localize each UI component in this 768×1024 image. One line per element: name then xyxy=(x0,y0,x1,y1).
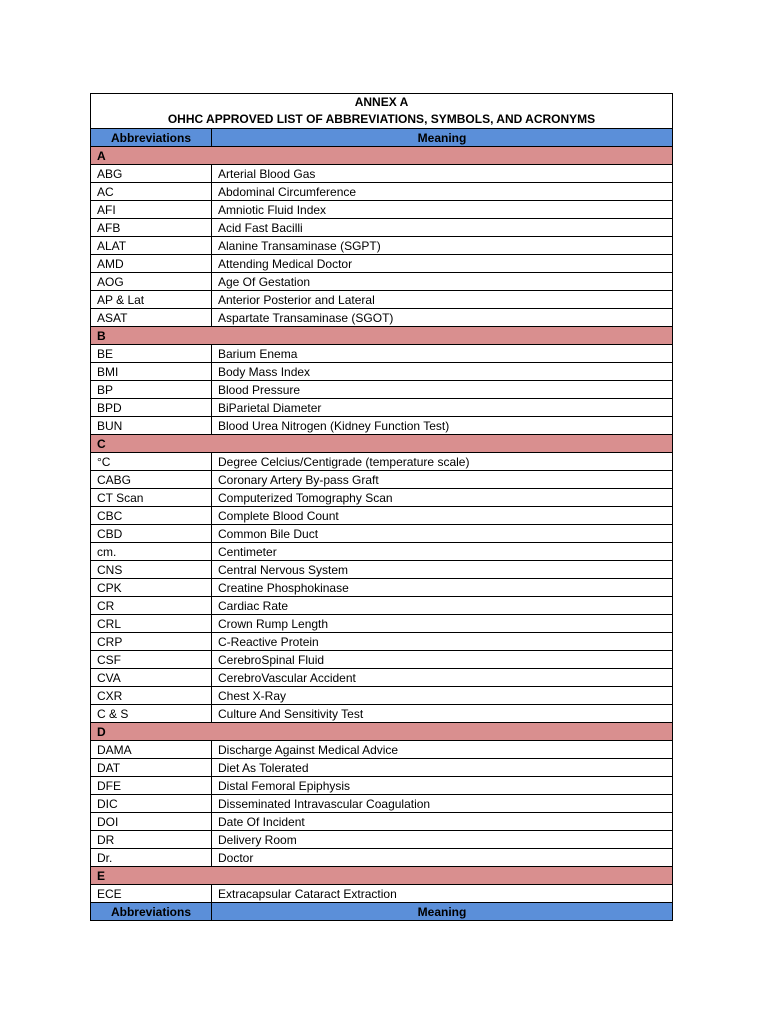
abbreviation-cell: BE xyxy=(91,345,212,363)
meaning-cell: CerebroSpinal Fluid xyxy=(212,651,673,669)
meaning-cell: Distal Femoral Epiphysis xyxy=(212,777,673,795)
table-row xyxy=(91,291,673,309)
table-row xyxy=(91,273,673,291)
section-letter-row xyxy=(91,723,673,741)
section-letter: D xyxy=(91,723,673,741)
abbreviation-cell: BMI xyxy=(91,363,212,381)
abbreviations-table xyxy=(90,93,673,921)
title-row xyxy=(91,94,673,129)
abbreviation-cell: CPK xyxy=(91,579,212,597)
title-line-list: OHHC APPROVED LIST OF ABBREVIATIONS, SYMBOLS, AND ACRONYMS xyxy=(167,112,596,126)
abbreviation-cell: AC xyxy=(91,183,212,201)
abbreviation-cell: ASAT xyxy=(91,309,212,327)
table-row xyxy=(91,165,673,183)
abbreviation-cell: DFE xyxy=(91,777,212,795)
abbreviation-cell: AOG xyxy=(91,273,212,291)
table-row xyxy=(91,363,673,381)
table-row xyxy=(91,795,673,813)
footer-header-abbreviations: Abbreviations xyxy=(91,903,212,921)
table-row xyxy=(91,615,673,633)
title-line-annex: ANNEX A xyxy=(354,95,409,109)
abbreviation-cell: ECE xyxy=(91,885,212,903)
meaning-cell: Body Mass Index xyxy=(212,363,673,381)
meaning-cell: Age Of Gestation xyxy=(212,273,673,291)
meaning-cell: Computerized Tomography Scan xyxy=(212,489,673,507)
meaning-cell: Barium Enema xyxy=(212,345,673,363)
meaning-cell: Cardiac Rate xyxy=(212,597,673,615)
meaning-cell: Arterial Blood Gas xyxy=(212,165,673,183)
meaning-cell: Anterior Posterior and Lateral xyxy=(212,291,673,309)
meaning-cell: Central Nervous System xyxy=(212,561,673,579)
meaning-cell: C-Reactive Protein xyxy=(212,633,673,651)
meaning-cell: Common Bile Duct xyxy=(212,525,673,543)
table-row xyxy=(91,813,673,831)
abbreviation-cell: C & S xyxy=(91,705,212,723)
abbreviation-cell: DR xyxy=(91,831,212,849)
section-letter-row xyxy=(91,435,673,453)
table-row xyxy=(91,705,673,723)
table-row xyxy=(91,471,673,489)
meaning-cell: Date Of Incident xyxy=(212,813,673,831)
section-letter-row xyxy=(91,327,673,345)
table-row xyxy=(91,525,673,543)
meaning-cell: Doctor xyxy=(212,849,673,867)
section-letter: A xyxy=(91,147,673,165)
abbreviation-cell: cm. xyxy=(91,543,212,561)
table-row xyxy=(91,849,673,867)
table-row xyxy=(91,219,673,237)
table-row xyxy=(91,741,673,759)
abbreviation-cell: DAT xyxy=(91,759,212,777)
meaning-cell: Aspartate Transaminase (SGOT) xyxy=(212,309,673,327)
meaning-cell: Crown Rump Length xyxy=(212,615,673,633)
abbreviation-cell: BP xyxy=(91,381,212,399)
table-row xyxy=(91,669,673,687)
meaning-cell: Abdominal Circumference xyxy=(212,183,673,201)
section-letter: B xyxy=(91,327,673,345)
table-row xyxy=(91,759,673,777)
abbreviation-cell: BPD xyxy=(91,399,212,417)
meaning-cell: Blood Urea Nitrogen (Kidney Function Test) xyxy=(212,417,673,435)
meaning-cell: Discharge Against Medical Advice xyxy=(212,741,673,759)
table-row xyxy=(91,633,673,651)
section-letter: C xyxy=(91,435,673,453)
table-row xyxy=(91,831,673,849)
abbreviation-cell: ALAT xyxy=(91,237,212,255)
document-title xyxy=(91,94,673,129)
table-row xyxy=(91,561,673,579)
table-row xyxy=(91,507,673,525)
footer-header-row xyxy=(91,903,673,921)
table-row xyxy=(91,543,673,561)
table-row xyxy=(91,255,673,273)
meaning-cell: Disseminated Intravascular Coagulation xyxy=(212,795,673,813)
abbreviation-cell: AMD xyxy=(91,255,212,273)
abbreviation-cell: CR xyxy=(91,597,212,615)
abbreviation-cell: CT Scan xyxy=(91,489,212,507)
abbreviation-cell: °C xyxy=(91,453,212,471)
abbreviation-cell: DAMA xyxy=(91,741,212,759)
column-header-abbreviations: Abbreviations xyxy=(91,129,212,147)
meaning-cell: Extracapsular Cataract Extraction xyxy=(212,885,673,903)
meaning-cell: Centimeter xyxy=(212,543,673,561)
column-header-row xyxy=(91,129,673,147)
meaning-cell: Diet As Tolerated xyxy=(212,759,673,777)
abbreviation-cell: AFI xyxy=(91,201,212,219)
abbreviation-cell: CSF xyxy=(91,651,212,669)
abbreviations-table-body xyxy=(91,94,673,921)
abbreviation-cell: ABG xyxy=(91,165,212,183)
abbreviation-cell: CABG xyxy=(91,471,212,489)
meaning-cell: Acid Fast Bacilli xyxy=(212,219,673,237)
abbreviation-cell: BUN xyxy=(91,417,212,435)
meaning-cell: Amniotic Fluid Index xyxy=(212,201,673,219)
table-row xyxy=(91,237,673,255)
section-letter: E xyxy=(91,867,673,885)
abbreviation-cell: AFB xyxy=(91,219,212,237)
section-letter-row xyxy=(91,867,673,885)
column-header-meaning: Meaning xyxy=(212,129,673,147)
table-row xyxy=(91,777,673,795)
table-row xyxy=(91,885,673,903)
abbreviation-cell: AP & Lat xyxy=(91,291,212,309)
table-row xyxy=(91,399,673,417)
meaning-cell: CerebroVascular Accident xyxy=(212,669,673,687)
abbreviation-cell: CBC xyxy=(91,507,212,525)
table-row xyxy=(91,597,673,615)
meaning-cell: Attending Medical Doctor xyxy=(212,255,673,273)
abbreviation-cell: CRL xyxy=(91,615,212,633)
abbreviation-cell: DOI xyxy=(91,813,212,831)
table-row xyxy=(91,687,673,705)
table-row xyxy=(91,651,673,669)
abbreviation-cell: CBD xyxy=(91,525,212,543)
table-row xyxy=(91,183,673,201)
meaning-cell: Culture And Sensitivity Test xyxy=(212,705,673,723)
table-row xyxy=(91,417,673,435)
abbreviation-cell: CNS xyxy=(91,561,212,579)
meaning-cell: Alanine Transaminase (SGPT) xyxy=(212,237,673,255)
meaning-cell: Coronary Artery By-pass Graft xyxy=(212,471,673,489)
table-row xyxy=(91,579,673,597)
meaning-cell: BiParietal Diameter xyxy=(212,399,673,417)
abbreviation-cell: CVA xyxy=(91,669,212,687)
footer-header-meaning: Meaning xyxy=(212,903,673,921)
section-letter-row xyxy=(91,147,673,165)
abbreviation-cell: CXR xyxy=(91,687,212,705)
meaning-cell: Creatine Phosphokinase xyxy=(212,579,673,597)
table-row xyxy=(91,453,673,471)
table-row xyxy=(91,309,673,327)
meaning-cell: Blood Pressure xyxy=(212,381,673,399)
table-row xyxy=(91,345,673,363)
meaning-cell: Chest X-Ray xyxy=(212,687,673,705)
abbreviation-cell: DIC xyxy=(91,795,212,813)
table-row xyxy=(91,381,673,399)
table-row xyxy=(91,201,673,219)
abbreviation-cell: Dr. xyxy=(91,849,212,867)
meaning-cell: Degree Celcius/Centigrade (temperature scale) xyxy=(212,453,673,471)
annex-document xyxy=(90,93,672,921)
abbreviation-cell: CRP xyxy=(91,633,212,651)
meaning-cell: Delivery Room xyxy=(212,831,673,849)
table-row xyxy=(91,489,673,507)
meaning-cell: Complete Blood Count xyxy=(212,507,673,525)
